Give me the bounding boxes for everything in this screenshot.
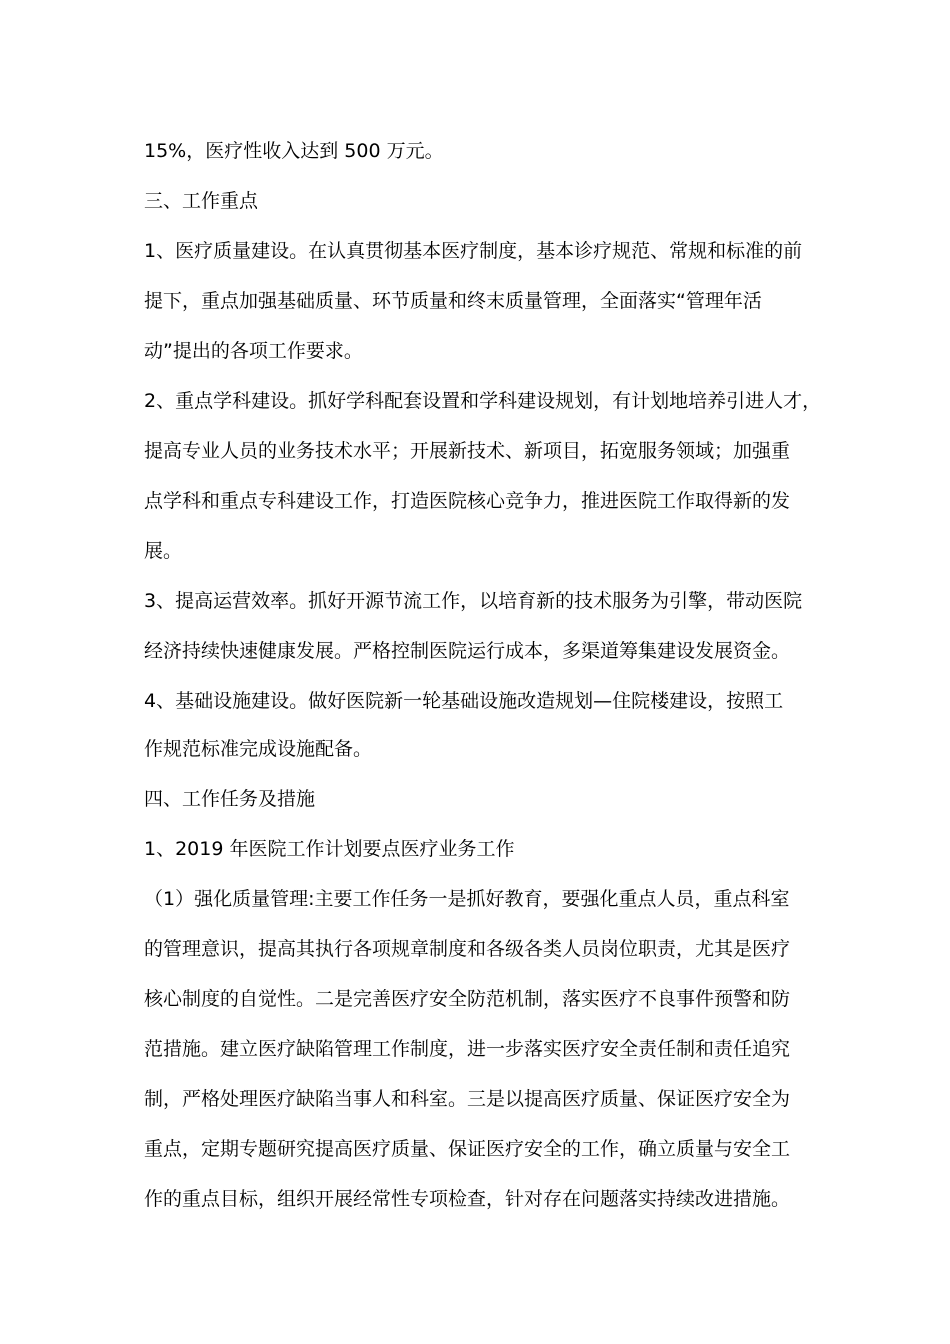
text-line: 动”提出的各项工作要求。 bbox=[144, 340, 363, 362]
text-line: 1、医疗质量建设。在认真贯彻基本医疗制度，基本诊疗规范、常规和标准的前 bbox=[144, 240, 803, 262]
text-line: 核心制度的自觉性。二是完善医疗安全防范机制，落实医疗不良事件预警和防 bbox=[144, 988, 791, 1010]
text-line: 作规范标准完成设施配备。 bbox=[144, 738, 373, 760]
text-line: 制，严格处理医疗缺陷当事人和科室。三是以提高医疗质量、保证医疗安全为 bbox=[144, 1088, 791, 1110]
text-line: 重点，定期专题研究提高医疗质量、保证医疗安全的工作，确立质量与安全工 bbox=[144, 1138, 791, 1160]
text-line: （1）强化质量管理:主要工作任务一是抓好教育，要强化重点人员，重点科室 bbox=[144, 888, 790, 910]
text-line: 经济持续快速健康发展。严格控制医院运行成本，多渠道筹集建设发展资金。 bbox=[144, 640, 791, 662]
text-line: 提下，重点加强基础质量、环节质量和终末质量管理，全面落实“管理年活 bbox=[144, 290, 762, 312]
subsection-heading: 1、2019 年医院工作计划要点医疗业务工作 bbox=[144, 838, 515, 860]
text-line: 2、重点学科建设。抓好学科配套设置和学科建设规划，有计划地培养引进人才， bbox=[144, 390, 822, 412]
text-line: 的管理意识，提高其执行各项规章制度和各级各类人员岗位职责，尤其是医疗 bbox=[144, 938, 791, 960]
text-line: 3、提高运营效率。抓好开源节流工作，以培育新的技术服务为引擎，带动医院 bbox=[144, 590, 803, 612]
text-line: 展。 bbox=[144, 540, 183, 562]
text-line: 范措施。建立医疗缺陷管理工作制度，进一步落实医疗安全责任制和责任追究 bbox=[144, 1038, 791, 1060]
section-heading: 四、工作任务及措施 bbox=[144, 788, 316, 810]
text-line: 作的重点目标，组织开展经常性专项检查，针对存在问题落实持续改进措施。 bbox=[144, 1188, 791, 1210]
text-line: 提高专业人员的业务技术水平；开展新技术、新项目，拓宽服务领域；加强重 bbox=[144, 440, 791, 462]
section-heading: 三、工作重点 bbox=[144, 190, 259, 212]
text-line: 15%，医疗性收入达到 500 万元。 bbox=[144, 140, 444, 162]
text-line: 4、基础设施建设。做好医院新一轮基础设施改造规划—住院楼建设，按照工 bbox=[144, 690, 784, 712]
text-line: 点学科和重点专科建设工作，打造医院核心竞争力，推进医院工作取得新的发 bbox=[144, 490, 791, 512]
